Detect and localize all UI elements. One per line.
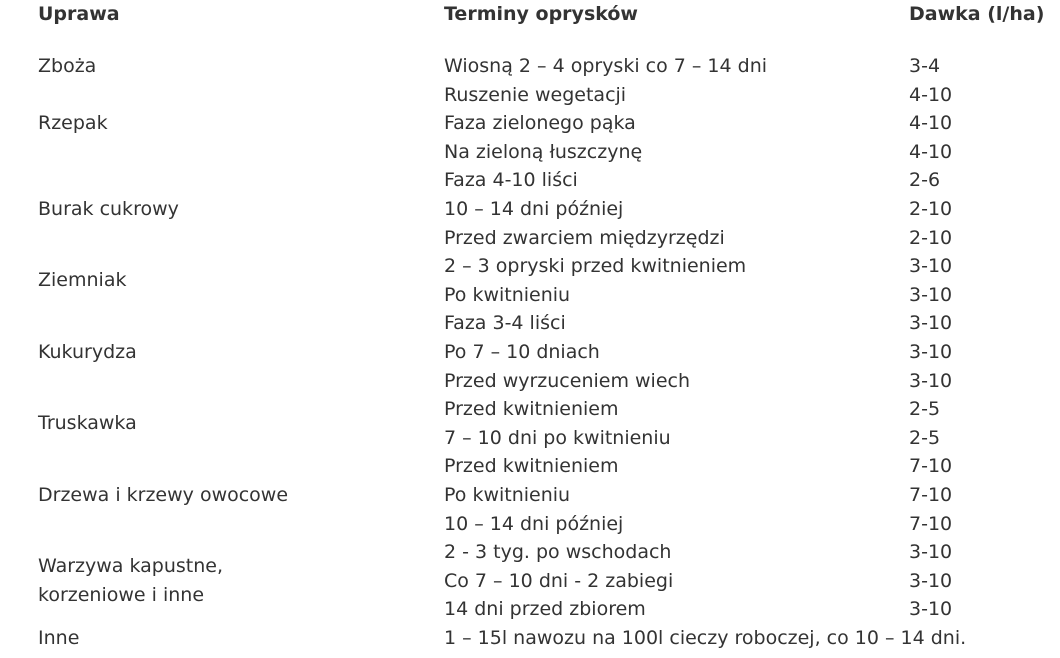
- header-crop: Uprawa: [38, 3, 120, 25]
- spray-term: Wiosną 2 – 4 opryski co 7 – 14 dni: [444, 55, 768, 77]
- table-row: [38, 81, 1048, 110]
- dose-value: 2-10: [909, 197, 953, 220]
- spray-schedule-table: [38, 0, 1048, 652]
- dose-value: 4-10: [909, 140, 953, 163]
- table-row: [38, 595, 1048, 624]
- dose-value: 2-10: [909, 226, 953, 249]
- table-row: [38, 424, 1048, 453]
- spray-term: Przed wyrzuceniem wiech: [444, 369, 690, 392]
- spray-term: Faza zielonego pąka: [444, 112, 636, 135]
- spray-term: Ruszenie wegetacji: [444, 83, 627, 106]
- spray-term: 7 – 10 dni po kwitnieniu: [444, 426, 671, 449]
- table-row: [38, 624, 1048, 653]
- dose-value: 3-10: [909, 340, 953, 363]
- crop-name: Burak cukrowy: [38, 197, 179, 220]
- spray-term: Na zieloną łuszczynę: [444, 140, 643, 163]
- table-group: [38, 309, 1048, 395]
- table-row: [38, 367, 1048, 396]
- table-row: [38, 281, 1048, 310]
- dose-value: 3-10: [909, 369, 953, 392]
- crop-name: Zboża: [38, 55, 97, 77]
- spray-term: Faza 3-4 liści: [444, 312, 566, 335]
- dose-value: 3-10: [909, 312, 953, 335]
- table-group: [38, 538, 1048, 624]
- dose-value: 3-10: [909, 283, 953, 306]
- header-terms: Terminy oprysków: [444, 3, 638, 25]
- spray-term: Przed kwitnieniem: [444, 398, 619, 421]
- spray-term: 10 – 14 dni później: [444, 197, 624, 220]
- table-group: [38, 252, 1048, 309]
- spray-term: Przed kwitnieniem: [444, 455, 619, 478]
- spray-term: 2 - 3 tyg. po wschodach: [444, 541, 672, 564]
- table-group: [38, 52, 1048, 81]
- table-group: [38, 81, 1048, 167]
- spray-term: 10 – 14 dni później: [444, 512, 624, 535]
- crop-name-line: Warzywa kapustne,: [38, 555, 223, 578]
- dose-value: 7-10: [909, 483, 953, 506]
- dose-value: 2-5: [909, 426, 941, 449]
- crop-name: Ziemniak: [38, 269, 127, 292]
- crop-name-line: korzeniowe i inne: [38, 583, 205, 606]
- spray-term: Po kwitnieniu: [444, 483, 571, 506]
- dose-value: 4-10: [909, 83, 953, 106]
- dose-value: 3-10: [909, 255, 953, 278]
- table-group: [38, 166, 1048, 252]
- table-row: [38, 52, 1048, 81]
- table-row: [38, 138, 1048, 167]
- dose-value: 7-10: [909, 512, 953, 535]
- dose-value: 3-10: [909, 598, 953, 621]
- dose-value: 2-5: [909, 398, 941, 421]
- crop-name: Kukurydza: [38, 340, 137, 363]
- crop-name: Truskawka: [38, 412, 137, 435]
- spray-term: Przed zwarciem międzyrzędzi: [444, 226, 725, 249]
- table-row: [38, 538, 1048, 567]
- dose-value: 3-10: [909, 541, 953, 564]
- spray-term: Po 7 – 10 dniach: [444, 340, 600, 363]
- table-row: [38, 252, 1048, 281]
- table-row: [38, 338, 1048, 367]
- table-row: [38, 395, 1048, 424]
- header-dose: Dawka (l/ha): [909, 3, 1045, 25]
- dose-value: 4-10: [909, 112, 953, 135]
- spray-term: 1 – 15l nawozu na 100l cieczy roboczej, co 10 – 14 dni.: [444, 626, 967, 649]
- table-row: [38, 567, 1048, 596]
- table-row: [38, 510, 1048, 539]
- crop-name: Drzewa i krzewy owocowe: [38, 483, 289, 506]
- table-row: [38, 309, 1048, 338]
- table-row: [38, 452, 1048, 481]
- dose-value: 3-10: [909, 569, 953, 592]
- header-spacer: [38, 33, 1048, 52]
- table-row: [38, 166, 1048, 195]
- table-row: [38, 224, 1048, 253]
- table-group: [38, 452, 1048, 538]
- spray-term: Co 7 – 10 dni - 2 zabiegi: [444, 569, 674, 592]
- dose-value: 3-4: [909, 55, 941, 77]
- crop-name: Rzepak: [38, 112, 108, 135]
- table-group: [38, 395, 1048, 452]
- crop-name: Inne: [38, 626, 80, 649]
- spray-term: Po kwitnieniu: [444, 283, 571, 306]
- table-row: [38, 195, 1048, 224]
- spray-term: Faza 4-10 liści: [444, 169, 578, 192]
- table-row: [38, 481, 1048, 510]
- spray-term: 2 – 3 opryski przed kwitnieniem: [444, 255, 747, 278]
- dose-value: 2-6: [909, 169, 941, 192]
- table-row: [38, 109, 1048, 138]
- spray-term: 14 dni przed zbiorem: [444, 598, 646, 621]
- table-group: [38, 624, 1048, 653]
- table-header: [38, 0, 1048, 33]
- dose-value: 7-10: [909, 455, 953, 478]
